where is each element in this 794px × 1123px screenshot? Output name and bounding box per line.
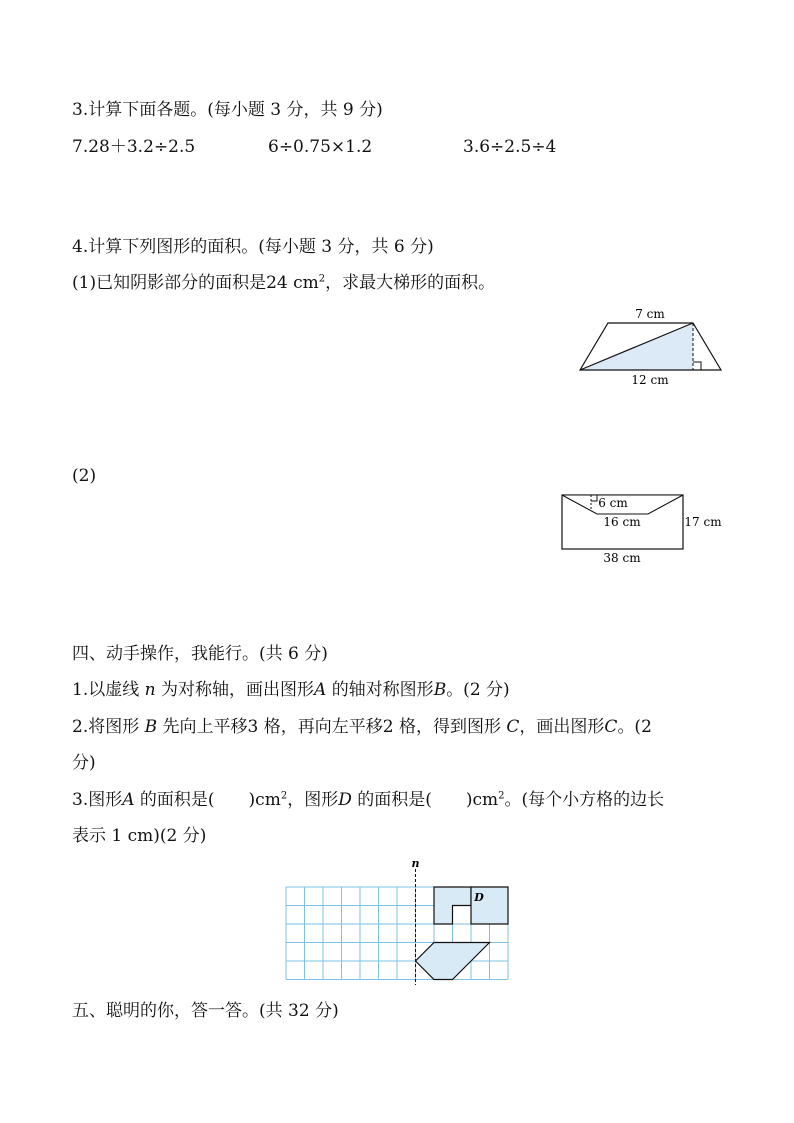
axis-label-n: n [411,857,420,870]
s4-task-3-cont: 表示 1 cm)(2 分) [72,826,207,846]
rect-base-label: 38 cm [603,551,641,565]
shape-d [434,887,471,924]
inner-base-label: 16 cm [603,515,641,529]
grid-figure [278,855,518,987]
bottom-length-label: 12 cm [631,373,669,387]
notch-height-label: 6 cm [598,496,628,510]
s4-task-2: 2.将图形 B 先向上平移3 格，再向左平移2 格，得到图形 C，画出图形C。(2 [72,717,652,737]
q4-title: 4.计算下列图形的面积。(每小题 3 分，共 6 分) [72,237,434,257]
section4-title: 四、动手操作，我能行。(共 6 分) [72,644,328,664]
shape-d-label: D [474,891,484,904]
s4-task-2-cont: 分) [72,753,96,773]
q4-part2: (2) [72,466,97,486]
s4-task-3: 3.图形A 的面积是( )$cm^2$，图形D 的面积是( )$cm^2$。(每个小方格的边长 [72,790,665,810]
calc-item-1: 7.28＋3.2÷2.5 [72,137,196,157]
q3-title: 3.计算下面各题。(每小题 3 分，共 9 分) [72,100,383,120]
rect-height-label: 17 cm [684,515,722,529]
right-angle-mark [693,362,701,370]
top-length-label: 7 cm [635,307,665,321]
calc-item-2: 6÷0.75×1.2 [268,137,373,157]
calc-item-3: 3.6÷2.5÷4 [463,137,557,157]
rectangle-notch-figure [555,488,735,568]
q4-part1: (1)已知阴影部分的面积是24 $cm^2$，求最大梯形的面积。 [72,273,496,293]
s4-task-1: 1.以虚线 n 为对称轴，画出图形A 的轴对称图形B。(2 分) [72,680,510,700]
trapezoid-figure [570,300,730,392]
section5-title: 五、聪明的你，答一答。(共 32 分) [72,1001,339,1021]
